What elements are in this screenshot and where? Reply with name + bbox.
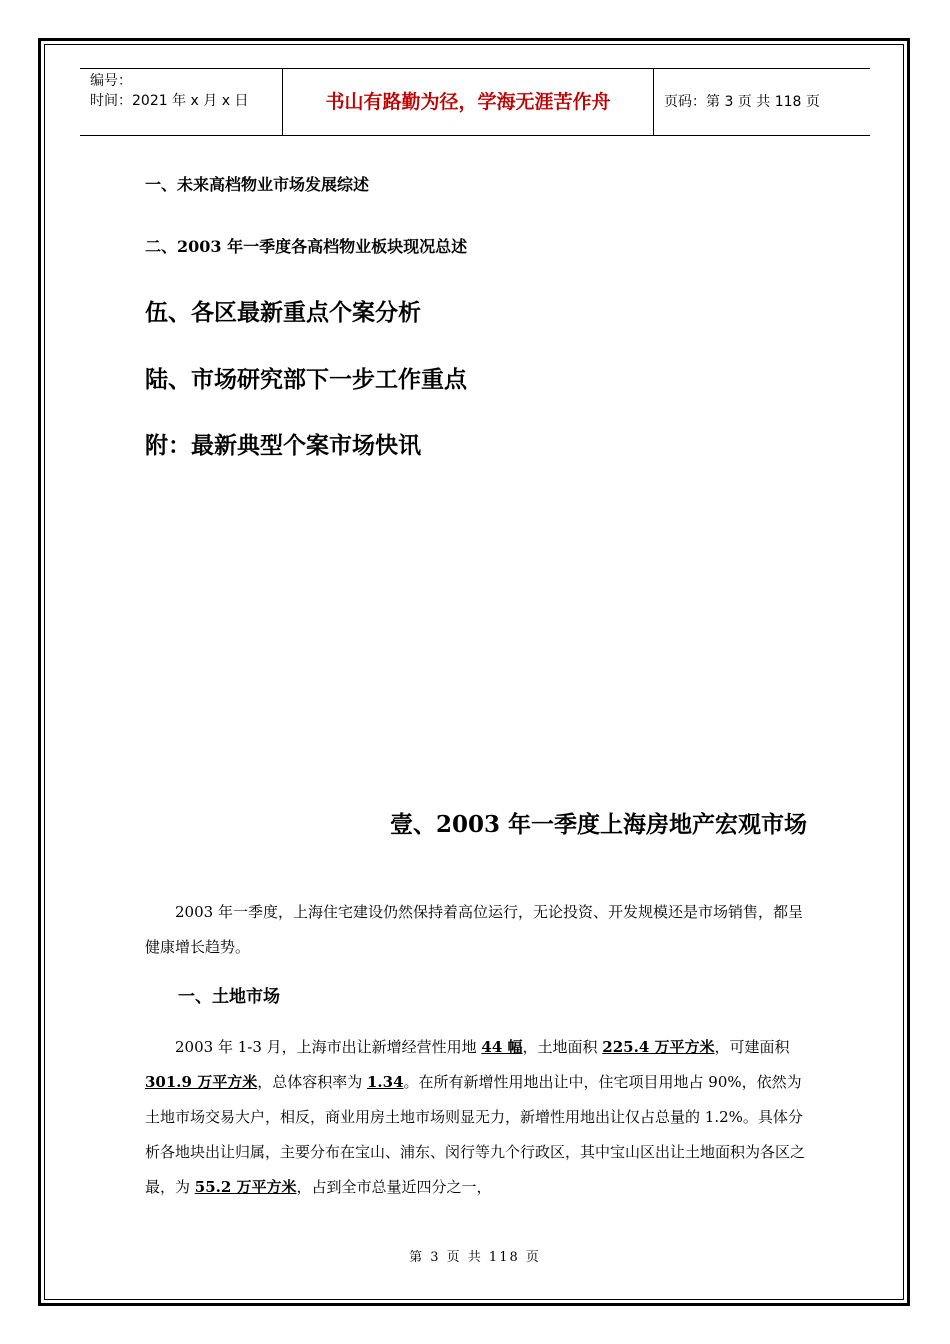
- land-text-3: ，可建面积: [714, 1038, 790, 1056]
- toc-item-2: 二、2003 年一季度各高档物业板块现况总述: [145, 237, 468, 256]
- page-header: [80, 68, 870, 136]
- buildable-area-value: 301.9 万平方米: [145, 1073, 258, 1091]
- header-motto: 书山有路勤为径，学海无涯苦作舟: [282, 69, 654, 135]
- toc-item-5: 附：最新典型个案市场快讯: [145, 433, 421, 459]
- land-text-5: 。在所有新增性用地出让中，住宅项目用地占 90%，依然为土地市场交易大户，相反，商业用房土地市场则显无力，新增性用地出让仅占总量的 1.2%。具体分析各地块出让归属，主要分布在宝山、浦东、闵行等九个行政区，其中宝山区出让土地面积为各区之最，为: [145, 1073, 806, 1196]
- intro-paragraph: 2003 年一季度，上海住宅建设仍然保持着高位运行，无论投资、开发规模还是市场销售，都呈健康增长趋势。: [145, 903, 803, 956]
- date-line: 时间：2021 年 x 月 x 日: [90, 93, 249, 109]
- toc-item-1: 一、未来高档物业市场发展综述: [145, 175, 370, 194]
- land-text-2: ，土地面积: [522, 1038, 603, 1056]
- land-text-4: ，总体容积率为: [257, 1073, 367, 1091]
- land-area-value: 225.4 万平方米: [602, 1038, 715, 1056]
- plot-ratio-value: 1.34: [366, 1073, 404, 1091]
- section-title: 壹、2003 年一季度上海房地产宏观市场: [389, 811, 807, 838]
- subsection-title: 一、土地市场: [178, 987, 280, 1007]
- toc-item-3: 伍、各区最新重点个案分析: [145, 300, 421, 326]
- header-meta: [80, 69, 282, 135]
- baoshan-area-value: 55.2 万平方米: [194, 1178, 297, 1196]
- land-market-paragraph: [145, 1030, 810, 1205]
- serial-number-label: 编号：: [90, 73, 132, 89]
- land-text-6: ，占到全市总量近四分之一，: [296, 1178, 492, 1196]
- land-text-1: 2003 年 1-3 月，上海市出让新增经营性用地: [175, 1038, 482, 1056]
- land-parcel-count: 44 幅: [481, 1038, 523, 1056]
- toc-item-4: 陆、市场研究部下一步工作重点: [145, 367, 467, 393]
- header-page-info: 页码：第 3 页 共 118 页: [664, 94, 820, 110]
- page-footer: 第 3 页 共 118 页: [409, 1250, 541, 1265]
